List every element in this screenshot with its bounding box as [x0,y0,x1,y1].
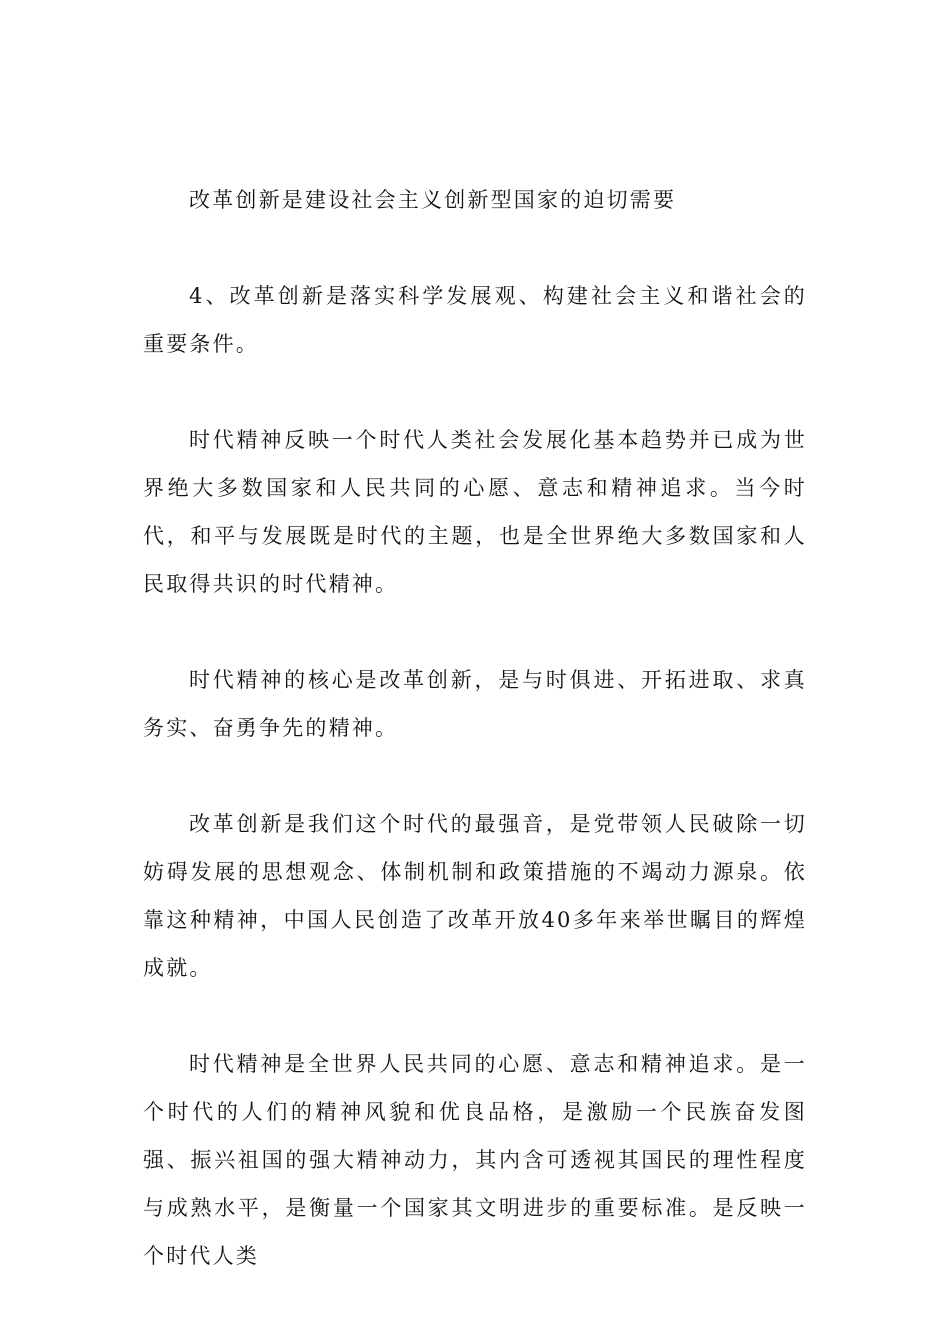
paragraph-6: 时代精神是全世界人民共同的心愿、意志和精神追求。是一个时代的人们的精神风貌和优良品格，是激励一个民族奋发图强、振兴祖国的强大精神动力，其内含可透视其国民的理性程度与成熟水平，是衡量一个国家其文明进步的重要标准。是反映一个时代人类 [143,1052,807,1268]
paragraph-2: 4、改革创新是落实科学发展观、构建社会主义和谐社会的重要条件。 [143,284,807,356]
paragraph-5: 改革创新是我们这个时代的最强音，是党带领人民破除一切妨碍发展的思想观念、体制机制和政策措施的不竭动力源泉。依靠这种精神，中国人民创造了改革开放40多年来举世瞩目的辉煌成就。 [143,812,807,980]
paragraph-3: 时代精神反映一个时代人类社会发展化基本趋势并已成为世界绝大多数国家和人民共同的心愿、意志和精神追求。当今时代，和平与发展既是时代的主题，也是全世界绝大多数国家和人民取得共识的时代精神。 [143,428,807,596]
paragraph-1: 改革创新是建设社会主义创新型国家的迫切需要 [189,188,677,212]
document-body [143,182,807,1280]
paragraph-4: 时代精神的核心是改革创新，是与时俱进、开拓进取、求真务实、奋勇争先的精神。 [143,668,807,740]
